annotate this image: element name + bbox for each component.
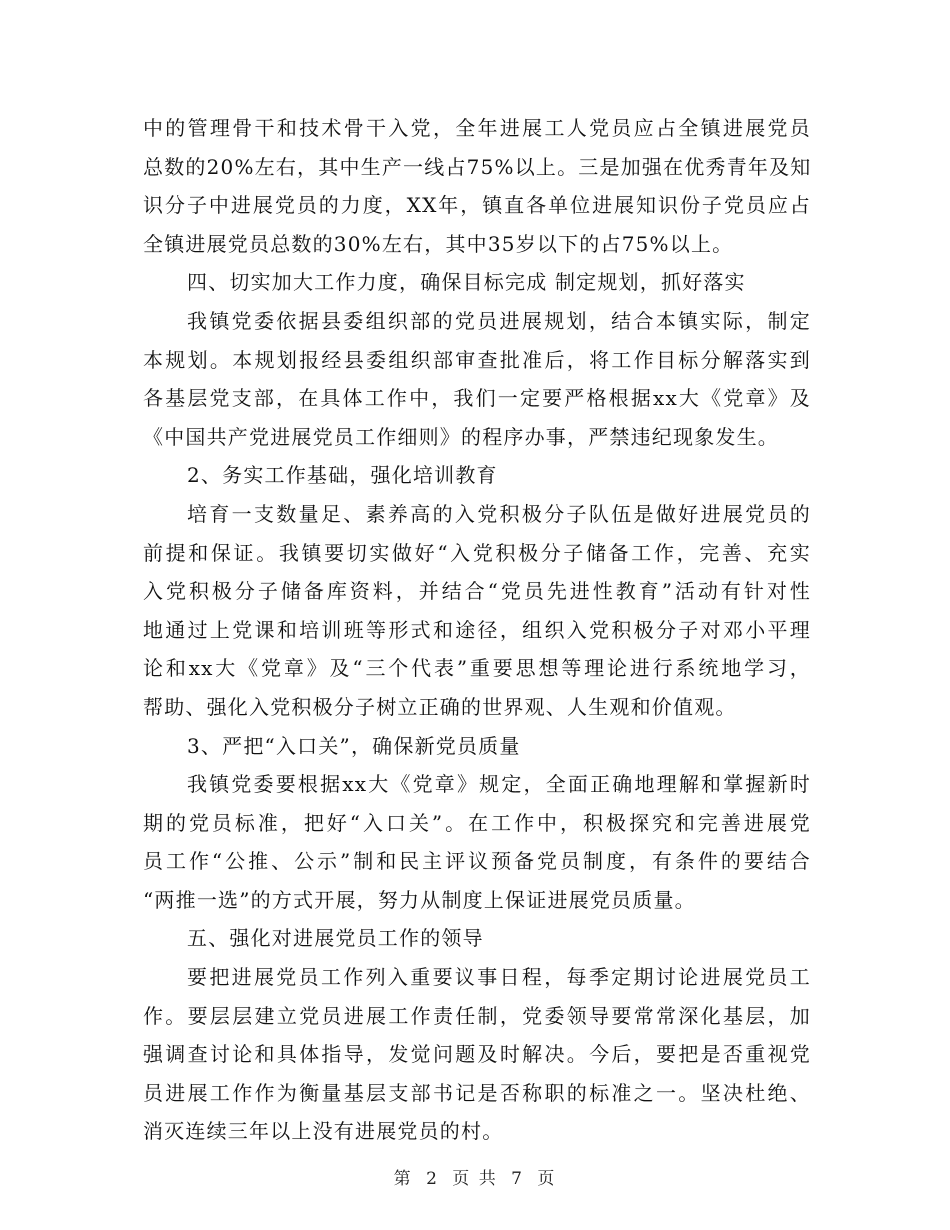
text-line: 本规划。本规划报经县委组织部审查批准后，将工作目标分解落实到 [143,347,811,372]
text-line: 期的党员标准，把好“入口关”。在工作中，积极探究和完善进展党 [143,810,811,835]
text-line: 帮助、强化入党积极分子树立正确的世界观、人生观和价值观。 [143,694,737,719]
section-heading: 五、强化对进展党员工作的领导 [187,926,484,951]
page-number-footer [0,1164,950,1189]
text-line: 要把进展党员工作列入重要议事日程，每季定期讨论进展党员工 [187,965,811,990]
text-line: 作。要层层建立党员进展工作责任制，党委领导要常常深化基层，加 [143,1003,811,1028]
text-line: 强调查讨论和具体指导，发觉问题及时解决。今后，要把是否重视党 [143,1042,811,1067]
text-line: 《中国共产党进展党员工作细则》的程序办事，严禁违纪现象发生。 [143,424,779,449]
text-line: 识分子中进展党员的力度，XX年，镇直各单位进展知识份子党员应占 [143,193,811,218]
text-line: 培育一支数量足、素养高的入党积极分子队伍是做好进展党员的 [187,501,811,526]
section-heading: 2、务实工作基础，强化培训教育 [187,463,498,488]
text-line: 全镇进展党员总数的30%左右，其中35岁以下的占75%以上。 [143,231,734,256]
text-line: “两推一选”的方式开展，努力从制度上保证进展党员质量。 [143,887,696,912]
total-page-count: 7 [511,1169,524,1189]
footer-suffix: 页 [537,1169,557,1189]
current-page-number: 2 [426,1169,439,1189]
text-line: 中的管理骨干和技术骨干入党，全年进展工人党员应占全镇进展党员 [143,116,811,140]
text-line: 我镇党委依据县委组织部的党员进展规划，结合本镇实际，制定 [187,308,811,333]
text-line: 前提和保证。我镇要切实做好“入党积极分子储备工作，完善、充实 [143,540,811,565]
text-line: 地通过上党课和培训班等形式和途径，组织入党积极分子对邓小平理 [143,617,811,642]
text-line: 入党积极分子储备库资料，并结合“党员先进性教育”活动有针对性 [143,579,811,604]
text-line: 总数的20%左右，其中生产一线占75%以上。三是加强在优秀青年及知 [143,154,812,179]
text-line: 各基层党支部，在具体工作中，我们一定要严格根据xx大《党章》及 [143,386,811,411]
document-body [143,109,811,1151]
text-line: 员进展工作作为衡量基层支部书记是否称职的标准之一。坚决杜绝、 [143,1080,811,1105]
footer-middle: 页 共 [452,1169,498,1189]
section-heading: 3、严把“入口关”，确保新党员质量 [187,733,521,758]
text-line: 消灭连续三年以上没有进展党员的村。 [143,1119,504,1144]
text-line: 员工作“公推、公示”制和民主评议预备党员制度，有条件的要结合 [143,849,811,874]
text-line: 论和xx大《党章》及“三个代表”重要思想等理论进行系统地学习， [143,656,811,681]
footer-prefix: 第 [393,1169,413,1189]
text-line: 我镇党委要根据xx大《党章》规定，全面正确地理解和掌握新时 [187,772,811,797]
section-heading: 四、切实加大工作力度，确保目标完成 制定规划，抓好落实 [187,270,746,295]
